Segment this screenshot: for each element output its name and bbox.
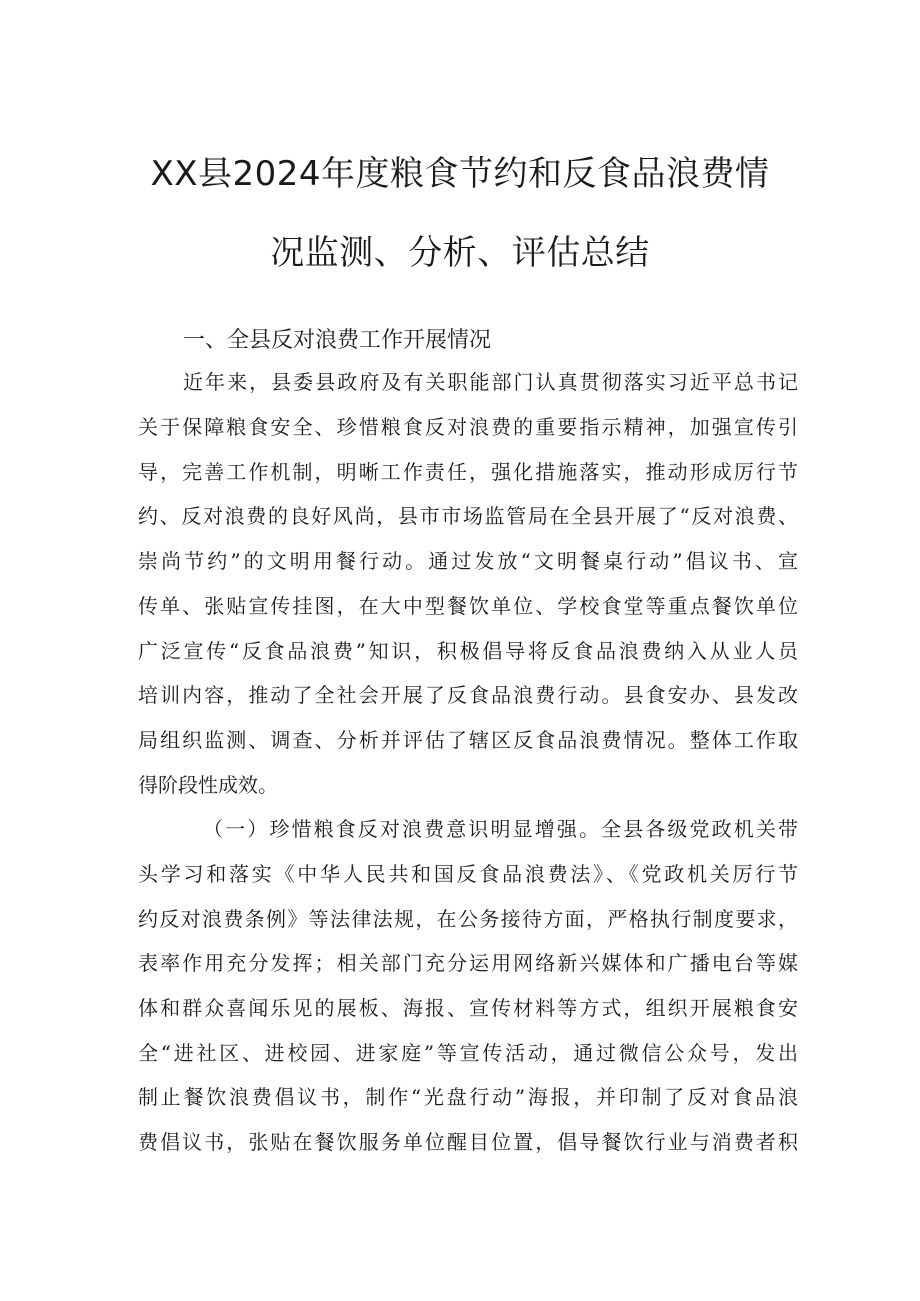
paragraph-1-line-2: 关于保障粮食安全、珍惜粮食反对浪费的重要指示精神，加强宣传引 [138, 415, 798, 439]
paragraph-2-line-2: 头学习和落实《中华人民共和国反食品浪费法》、《党政机关厉行节 [138, 862, 798, 886]
paragraph-1-line-5: 崇尚节约”的文明用餐行动。通过发放“文明餐桌行动”倡议书、宣 [138, 549, 798, 573]
paragraph-2-line-3: 约反对浪费条例》等法律法规，在公务接待方面，严格执行制度要求， [138, 907, 798, 931]
document-title-line-2: 况监测、分析、评估总结 [270, 233, 650, 273]
paragraph-2-line-6: 全“进社区、进校园、进家庭”等宣传活动，通过微信公众号，发出 [138, 1041, 798, 1065]
paragraph-1-line-3: 导，完善工作机制，明晰工作责任，强化措施落实，推动形成厉行节 [138, 460, 798, 484]
paragraph-1-line-4: 约、反对浪费的良好风尚，县市市场监管局在全县开展了“反对浪费、 [138, 504, 798, 528]
document-title-line-1: XX县2024年度粮食节约和反食品浪费情 [150, 154, 770, 194]
paragraph-1-line-1: 近年来，县委县政府及有关职能部门认真贯彻落实习近平总书记 [183, 370, 798, 394]
paragraph-2-line-8: 费倡议书，张贴在餐饮服务单位醒目位置，倡导餐饮行业与消费者积 [138, 1130, 798, 1154]
section-heading: 一、全县反对浪费工作开展情况 [183, 328, 492, 353]
paragraph-2-line-1: （一）珍惜粮食反对浪费意识明显增强。全县各级党政机关带 [203, 817, 798, 841]
paragraph-2-line-7: 制止餐饮浪费倡议书，制作“光盘行动”海报，并印制了反对食品浪 [138, 1085, 798, 1109]
paragraph-2-line-4: 表率作用充分发挥；相关部门充分运用网络新兴媒体和广播电台等媒 [138, 951, 798, 975]
paragraph-1-line-8: 培训内容，推动了全社会开展了反食品浪费行动。县食安办、县发改 [138, 683, 798, 707]
paragraph-1-line-10: 得阶段性成效。 [138, 773, 278, 797]
paragraph-1-line-6: 传单、张贴宣传挂图，在大中型餐饮单位、学校食堂等重点餐饮单位 [138, 594, 798, 618]
paragraph-1-line-7: 广泛宣传“反食品浪费”知识，积极倡导将反食品浪费纳入从业人员 [138, 639, 798, 663]
paragraph-1-line-9: 局组织监测、调查、分析并评估了辖区反食品浪费情况。整体工作取 [138, 728, 798, 752]
paragraph-2-line-5: 体和群众喜闻乐见的展板、海报、宣传材料等方式，组织开展粮食安 [138, 996, 798, 1020]
